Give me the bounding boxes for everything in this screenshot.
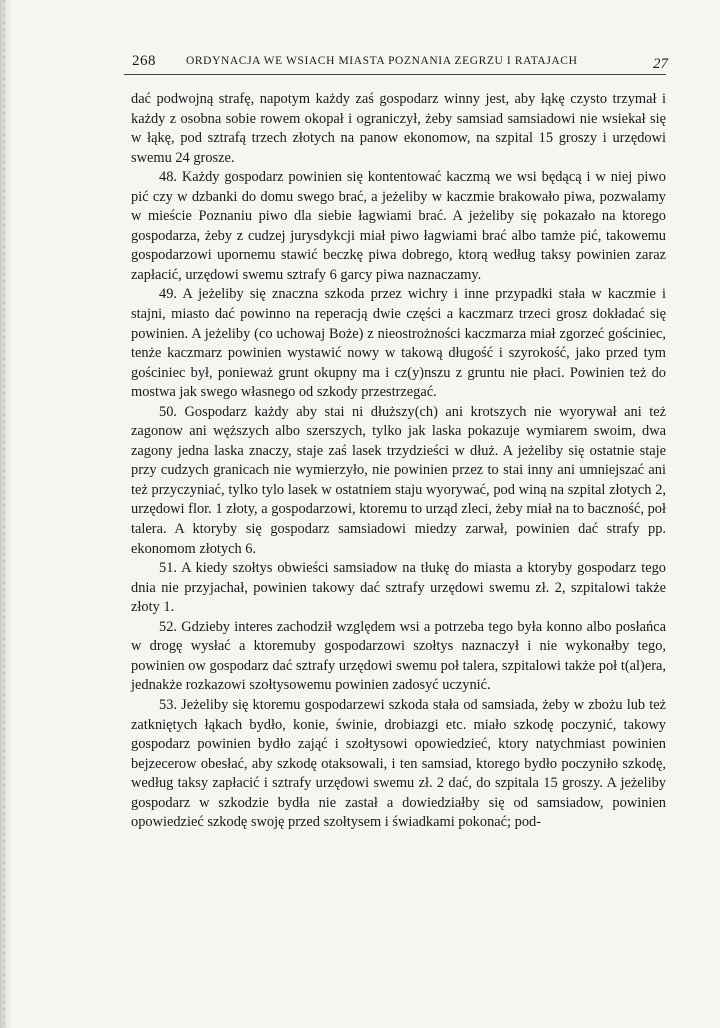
paragraph-53: 53. Jeżeliby się ktoremu gospodarzewi szkoda stała od samsiada, żeby w zbożu lub też zatkniętych łąkach bydło, konie, świnie, drobiazgi etc. miało szkodę poczynić, takowy gospodarz powinien bydło zająć i szołtysowi opowiedzieć, ktory natychmiast powinien bejzecerow obesłać, aby szkodę otaksowali, i ten samsiad, ktorego bydło poczyniło szkodę, według taksy zapłacić i sztrafy urzędowi swemu zł. 2 dać, do szpitala 15 groszy. A jeżeliby gospodarz w szkodzie bydła nie zastał a dowiedziałby się od samsiadow, powinien opowiedzieć szkodę swoję przed szołtysem i świadkami pokonać; pod- xyxy=(131,696,666,831)
binding-edge xyxy=(0,0,12,1028)
paragraph-51: 51. A kiedy szołtys obwieści samsiadow na tłukę do miasta a ktoryby gospodarz tego dnia nie przyjachał, powinien takowy dać sztrafy urzędowi swemu zł. 2, szpitalowi także złoty 1. xyxy=(131,560,666,616)
running-head xyxy=(124,47,668,75)
page-number: 268 xyxy=(132,53,156,69)
paragraph-continuation: dać podwojną strafę, napotym każdy zaś gospodarz winny jest, aby łąkę czysto trzymał i każdy z osobna sobie rowem okopał i ograniczył, żeby samsiad samsiadowi nie wsiekał się w łąkę, pod sztrafą trzech złotych na panow ekonomow, na szpital 15 groszy i urzędowi swemu 24 grosze. xyxy=(131,91,666,166)
paragraph-50: 50. Gospodarz każdy aby stai ni dłuższy(ch) ani krotszych nie wyorywał ani też zagonow ani węższych albo szerszych, tylko jak laska pokazuje wymiarem swoim, dwa zagony jedna laska znaczy, staje zaś lasek trzydzieści w dłuż. A jeżeliby się ostatnie staje przy cudzych granicach nie wymierzyło, nie powinien przez to stai inny ani umniejszać ani też przyczyniać, tylko tylo lasek w ostatniem staju wyorywać, pod winą na szpital złotych 2, urzędowi flor. 1 złoty, a gospodarzowi, ktoremu to urząd zleci, żeby miał na to baczność, poł talera. A ktoryby się gospodarz samsiadowi miedzy zarwał, powinien dać strafy pp. ekonomom złotych 6. xyxy=(131,403,666,557)
document-page-number: 27 xyxy=(653,56,668,72)
header-rule xyxy=(124,74,666,75)
paragraph-52: 52. Gdzieby interes zachodził względem wsi a potrzeba tego była konno albo posłańca w drogę wysłać a ktoremuby gospodarzowi szołtys naznaczył i nie wykonałby tego, powinien ow gospodarz dać sztrafy urzędowi swemu poł talera, szpitalowi także poł t(al)era, jednakże rozkazowi szołtysowemu powinien zadosyć uczynić. xyxy=(131,618,666,694)
body-text xyxy=(131,90,666,833)
paragraph-48: 48. Każdy gospodarz powinien się kontentować kaczmą we wsi będącą i w niej piwo pić czy w dzbanki do domu swego brać, a jeżeliby w kaczmie brakowało piwa, pozwalamy w mieście Poznaniu piwo dla siebie łagwiami brać. A jeżeliby się pokazało na ktorego gospodarza, żeby z cudzej jurysdykcji miał piwo łagwiami brać albo tamże pić, takowemu gospodarzowi upornemu stawić beczkę piwa dobrego, ktorą według taksy powinien zaraz zapłacić, urzędowi swemu sztrafy 6 garcy piwa naznaczamy. xyxy=(131,169,666,283)
paragraph-49: 49. A jeżeliby się znaczna szkoda przez wichry i inne przypadki stała w kaczmie i stajni, miasto dać powinno na reperacją dwie części a kaczmarz trzeci grosz dokładać się powinien. A jeżeliby (co uchowaj Boże) z nieostrożności kaczmarza miał zgorzeć gościniec, tenże kaczmarz powinien wystawić nowy w takową długość i szyrokość, jako przed tym gościniec był, ponieważ grunt okupny ma i cz(y)nszu z gruntu nie płaci. Powinien też do mostwa jak swego własnego od szkody przestrzegać. xyxy=(131,286,666,401)
running-title: ORDYNACJA WE WSIACH MIASTA POZNANIA ZEGRZU I RATAJACH xyxy=(186,55,578,67)
